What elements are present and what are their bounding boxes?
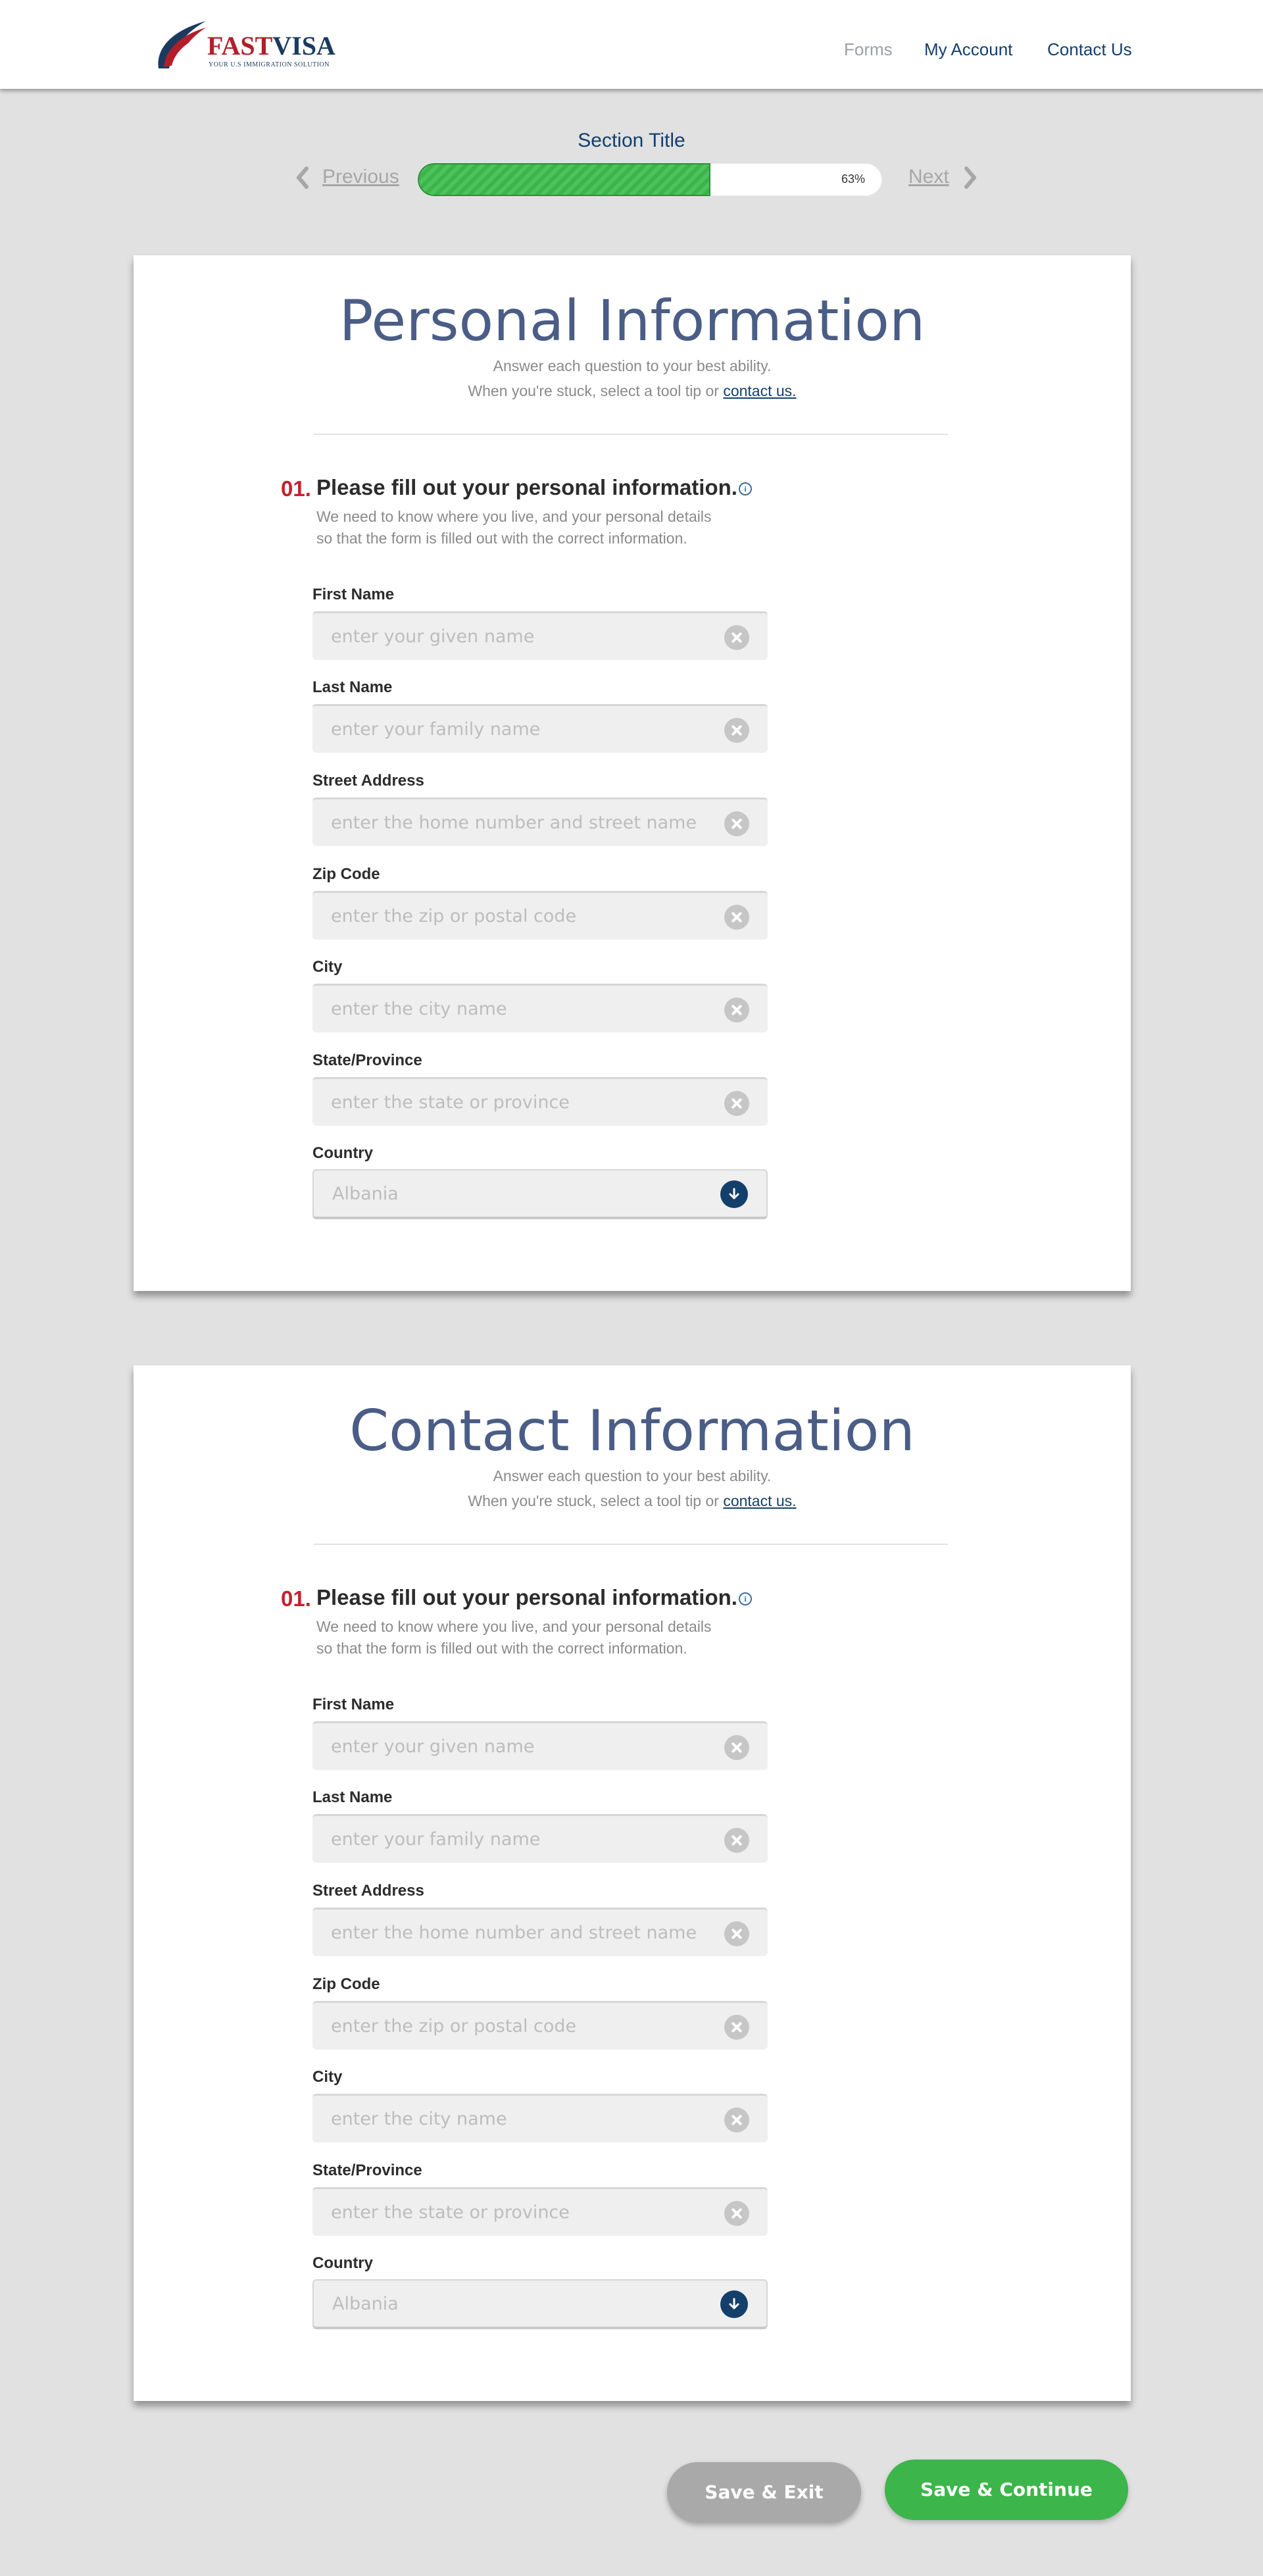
question-number: 01. — [281, 476, 311, 501]
divider — [314, 1544, 948, 1545]
street-address-input[interactable] — [312, 1909, 720, 1956]
first-name-input[interactable] — [312, 1723, 720, 1770]
zip-code-label: Zip Code — [312, 865, 380, 883]
last-name-field — [312, 704, 768, 753]
street-address-input[interactable] — [312, 799, 720, 846]
zip-code-field — [312, 2001, 768, 2050]
zip-code-input[interactable] — [312, 2003, 720, 2050]
question-text: Please fill out your personal information. — [316, 1585, 737, 1609]
city-label: City — [312, 958, 343, 976]
state-province-label: State/Province — [312, 2161, 422, 2179]
contact-information-card — [134, 1365, 1131, 2401]
clear-icon[interactable] — [724, 2108, 749, 2133]
progress-bar — [418, 163, 882, 196]
street-address-field — [312, 797, 768, 846]
question-text: Please fill out your personal information. — [316, 475, 737, 499]
save-continue-button[interactable]: Save & Continue — [885, 2460, 1128, 2520]
card-title: Personal Information — [339, 288, 926, 354]
last-name-input[interactable] — [312, 1816, 720, 1863]
logo-wordmark: FASTVISA — [207, 31, 335, 61]
last-name-label: Last Name — [312, 678, 393, 696]
country-label: Country — [312, 1144, 373, 1162]
info-tooltip-icon[interactable]: i — [739, 1592, 752, 1605]
question-description: We need to know where you live, and your personal details — [316, 508, 712, 525]
state-province-field — [312, 2187, 768, 2236]
city-label: City — [312, 2068, 343, 2086]
street-address-label: Street Address — [312, 1882, 424, 1900]
zip-code-label: Zip Code — [312, 1975, 380, 1993]
first-name-field — [312, 611, 768, 660]
zip-code-field — [312, 891, 768, 940]
city-field — [312, 984, 768, 1032]
card-help-text: When you're stuck, select a tool tip or contact us. — [468, 382, 797, 399]
clear-icon[interactable] — [724, 1921, 749, 1946]
card-title: Contact Information — [349, 1398, 915, 1464]
arrow-down-icon[interactable] — [720, 1180, 748, 1208]
clear-icon[interactable] — [724, 811, 749, 836]
country-select-value: Albania — [332, 2294, 399, 2314]
nav-forms[interactable]: Forms — [844, 39, 893, 59]
save-exit-button[interactable]: Save & Exit — [667, 2462, 861, 2523]
card-subtitle: Answer each question to your best ability. — [493, 1467, 772, 1484]
section-title: Section Title — [578, 130, 685, 151]
clear-icon[interactable] — [724, 998, 749, 1023]
clear-icon[interactable] — [724, 2201, 749, 2226]
chevron-left-icon[interactable] — [295, 166, 309, 189]
first-name-label: First Name — [312, 586, 395, 603]
progress-percent: 63% — [841, 172, 865, 186]
chevron-right-icon[interactable] — [964, 166, 978, 189]
top-header — [0, 0, 1263, 89]
card-help-text: When you're stuck, select a tool tip or contact us. — [468, 1492, 797, 1509]
clear-icon[interactable] — [724, 625, 749, 650]
first-name-field — [312, 1721, 768, 1770]
state-province-input[interactable] — [312, 2189, 720, 2236]
card-subtitle: Answer each question to your best ability. — [493, 357, 772, 374]
previous-link[interactable]: Previous — [322, 166, 399, 188]
nav-contact-us[interactable]: Contact Us — [1047, 39, 1132, 59]
state-province-field — [312, 1077, 768, 1126]
clear-icon[interactable] — [724, 1828, 749, 1853]
question-description: so that the form is filled out with the correct information. — [316, 530, 687, 547]
city-input[interactable] — [312, 986, 720, 1032]
logo-tagline: YOUR U.S IMMIGRATION SOLUTION — [209, 61, 330, 68]
city-input[interactable] — [312, 2096, 720, 2142]
country-select-value: Albania — [332, 1184, 399, 1204]
state-province-input[interactable] — [312, 1079, 720, 1126]
question-description: We need to know where you live, and your personal details — [316, 1618, 712, 1635]
clear-icon[interactable] — [724, 1735, 749, 1760]
state-province-label: State/Province — [312, 1051, 422, 1069]
street-address-label: Street Address — [312, 772, 424, 790]
contact-us-link[interactable]: contact us. — [723, 382, 797, 399]
next-link[interactable]: Next — [908, 166, 949, 188]
contact-us-link[interactable]: contact us. — [723, 1492, 797, 1509]
clear-icon[interactable] — [724, 2015, 749, 2040]
city-field — [312, 2094, 768, 2142]
info-tooltip-icon[interactable]: i — [739, 482, 752, 495]
arrow-down-icon[interactable] — [720, 2290, 748, 2318]
country-label: Country — [312, 2254, 373, 2272]
last-name-field — [312, 1814, 768, 1863]
clear-icon[interactable] — [724, 905, 749, 930]
progress-fill — [418, 163, 710, 196]
last-name-label: Last Name — [312, 1788, 393, 1806]
first-name-label: First Name — [312, 1696, 395, 1713]
divider — [314, 434, 948, 435]
clear-icon[interactable] — [724, 1091, 749, 1116]
country-select[interactable] — [312, 2279, 768, 2329]
fastvisa-logo[interactable] — [155, 18, 335, 72]
question-description: so that the form is filled out with the correct information. — [316, 1640, 687, 1657]
swoosh-logo-icon — [155, 18, 207, 72]
clear-icon[interactable] — [724, 718, 749, 743]
personal-information-card — [134, 255, 1131, 1291]
zip-code-input[interactable] — [312, 893, 720, 940]
nav-my-account[interactable]: My Account — [924, 39, 1013, 59]
country-select[interactable] — [312, 1169, 768, 1219]
last-name-input[interactable] — [312, 706, 720, 753]
question-number: 01. — [281, 1586, 311, 1611]
street-address-field — [312, 1907, 768, 1956]
first-name-input[interactable] — [312, 613, 720, 660]
